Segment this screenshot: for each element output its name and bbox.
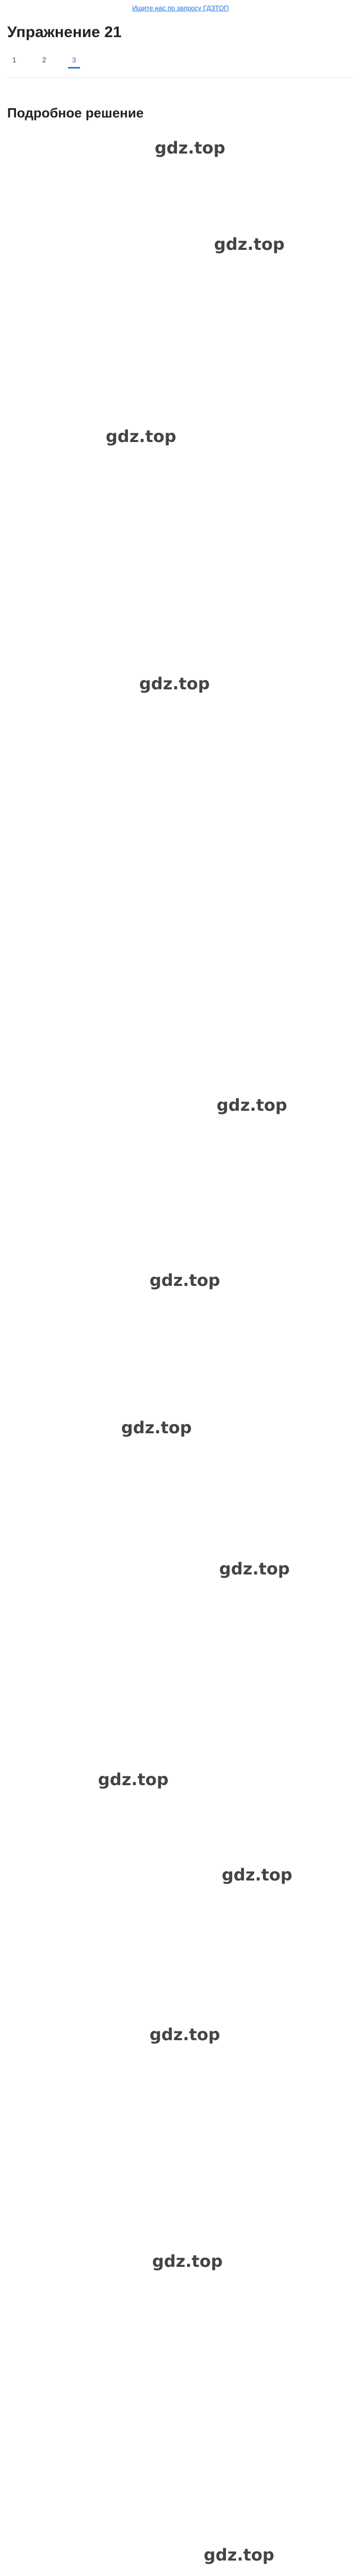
watermark: gdz.top [217,1095,287,1115]
solution-heading: Подробное решение [7,105,144,121]
watermark: gdz.top [204,2545,274,2565]
watermark: gdz.top [121,1418,192,1437]
page-switcher [8,56,80,69]
divider [7,77,354,78]
page-link-1[interactable]: 1 [12,56,17,64]
watermark: gdz.top [106,427,176,446]
watermark: gdz.top [152,2251,223,2271]
watermark: gdz.top [155,138,225,158]
watermark: gdz.top [150,1270,220,1290]
search-hint-link[interactable]: Ищите нас по запросу ГДЗТОП [132,4,229,12]
exercise-title: Упражнение 21 [7,24,122,41]
watermark: gdz.top [139,674,210,693]
page-link-3[interactable]: 3 [68,56,80,69]
watermark: gdz.top [98,1770,169,1789]
page-link-2[interactable]: 2 [42,56,46,64]
watermark: gdz.top [214,234,285,254]
watermark: gdz.top [219,1559,290,1579]
watermark: gdz.top [222,1865,292,1885]
watermark: gdz.top [150,2025,220,2044]
